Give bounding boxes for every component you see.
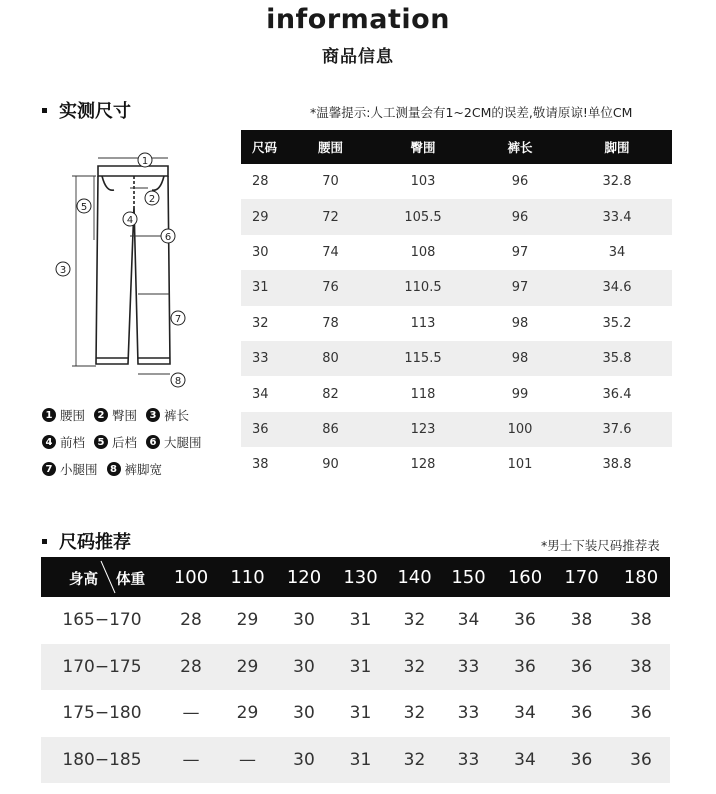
weight-header: 140 xyxy=(397,566,432,588)
table-cell: 101 xyxy=(507,457,533,473)
table-cell: 34 xyxy=(252,386,269,402)
size-cell: 29 xyxy=(236,703,259,724)
size-cell: 30 xyxy=(293,749,315,770)
legend-label: 裤脚宽 xyxy=(124,462,163,477)
column-header: 裤长 xyxy=(507,140,533,155)
size-cell: 31 xyxy=(349,703,372,724)
size-cell: 38 xyxy=(630,610,652,631)
weight-header: 130 xyxy=(343,566,378,588)
measure-heading xyxy=(42,97,131,123)
size-cell: 31 xyxy=(349,749,372,770)
legend-num: 3 xyxy=(146,408,160,422)
marker-7: 7 xyxy=(174,314,182,325)
size-cell: 28 xyxy=(180,656,202,677)
page-subtitle: 商品信息 xyxy=(322,47,394,67)
size-cell: 30 xyxy=(293,703,315,724)
table-cell: 36 xyxy=(252,421,269,437)
table-row xyxy=(241,199,672,234)
marker-1: 1 xyxy=(141,156,149,167)
legend-num: 6 xyxy=(146,435,160,449)
table-cell: 90 xyxy=(322,457,339,473)
size-cell: 29 xyxy=(236,610,259,631)
table-row xyxy=(241,376,672,411)
table-cell: 78 xyxy=(322,315,339,331)
table-cell: 82 xyxy=(322,386,339,402)
height-range: 180−185 xyxy=(62,749,142,770)
table-cell: 100 xyxy=(507,421,533,437)
table-cell: 108 xyxy=(410,244,436,260)
weight-header: 180 xyxy=(623,566,659,588)
table-cell: 96 xyxy=(511,209,529,225)
table-cell: 34 xyxy=(608,244,626,260)
table-cell: 72 xyxy=(322,209,339,225)
legend-label: 小腿围 xyxy=(60,462,98,477)
table-row xyxy=(241,270,672,305)
size-cell: 28 xyxy=(180,610,202,631)
height-range: 170−175 xyxy=(62,656,142,677)
table-row xyxy=(241,164,672,199)
table-cell: 103 xyxy=(410,174,436,190)
column-header: 尺码 xyxy=(252,140,278,155)
recommend-table-header xyxy=(41,557,670,597)
legend-num: 1 xyxy=(42,408,56,422)
size-table xyxy=(241,130,672,483)
size-cell: 36 xyxy=(570,656,593,677)
table-cell: 96 xyxy=(511,174,529,190)
marker-2: 2 xyxy=(148,194,156,205)
size-cell: 31 xyxy=(349,656,372,677)
table-cell: 99 xyxy=(511,386,529,402)
legend-num: 2 xyxy=(94,408,108,422)
size-cell: 38 xyxy=(570,610,593,631)
table-cell: 98 xyxy=(511,315,529,331)
legend-num: 8 xyxy=(107,462,121,476)
size-cell: 36 xyxy=(514,656,536,677)
column-header: 臀围 xyxy=(410,140,436,155)
legend-label: 后档 xyxy=(112,435,138,450)
table-cell: 29 xyxy=(252,209,269,225)
table-row xyxy=(241,341,672,376)
recommend-note: *男士下装尺码推荐表 xyxy=(541,538,660,553)
size-cell: 34 xyxy=(514,749,536,770)
table-cell: 70 xyxy=(322,174,339,190)
table-cell: 123 xyxy=(410,421,436,437)
marker-6: 6 xyxy=(164,232,172,243)
weight-header: 170 xyxy=(564,566,599,588)
table-cell: 98 xyxy=(511,351,529,367)
table-cell: 35.2 xyxy=(602,315,632,331)
legend-num: 5 xyxy=(94,435,108,449)
size-cell: 36 xyxy=(630,703,652,724)
table-cell: 105.5 xyxy=(404,209,442,225)
legend-label: 裤长 xyxy=(164,408,190,423)
corner-weight-label: 体重 xyxy=(116,572,145,588)
marker-4: 4 xyxy=(126,215,134,226)
size-cell: 36 xyxy=(570,703,593,724)
size-cell: 36 xyxy=(570,749,593,770)
table-row xyxy=(241,235,672,270)
size-cell: 29 xyxy=(236,656,259,677)
size-cell: 34 xyxy=(457,610,480,631)
marker-3: 3 xyxy=(59,265,67,276)
table-cell: 97 xyxy=(511,280,529,296)
legend-row-2 xyxy=(42,433,211,451)
size-cell: 33 xyxy=(457,749,480,770)
table-cell: 33 xyxy=(252,351,269,367)
table-cell: 38.8 xyxy=(602,457,632,473)
table-cell: 97 xyxy=(511,244,529,260)
table-cell: 118 xyxy=(410,386,436,402)
table-cell: 35.8 xyxy=(602,351,632,367)
table-cell: 86 xyxy=(322,421,339,437)
recommend-table xyxy=(41,557,670,783)
table-row xyxy=(241,306,672,341)
marker-5: 5 xyxy=(80,202,88,213)
table-cell: 36.4 xyxy=(602,386,632,402)
corner-height-label: 身高 xyxy=(69,572,98,588)
size-cell: 36 xyxy=(630,749,652,770)
table-cell: 28 xyxy=(252,174,269,190)
table-row xyxy=(41,597,670,644)
weight-header: 100 xyxy=(173,566,209,588)
size-cell: 32 xyxy=(403,749,426,770)
size-cell: 33 xyxy=(457,703,480,724)
table-cell: 115.5 xyxy=(404,351,442,367)
size-cell: 32 xyxy=(403,656,426,677)
table-row xyxy=(241,412,672,447)
legend-label: 臀围 xyxy=(112,408,138,423)
table-cell: 37.6 xyxy=(602,421,632,437)
height-range: 175−180 xyxy=(62,703,142,724)
height-range: 165−170 xyxy=(62,610,142,631)
size-cell: — xyxy=(239,749,256,770)
legend-row-1 xyxy=(42,406,198,424)
table-cell: 38 xyxy=(252,457,269,473)
table-cell: 30 xyxy=(252,244,269,260)
pants-diagram xyxy=(50,144,200,394)
table-cell: 31 xyxy=(252,280,269,296)
bullet-icon xyxy=(42,108,47,113)
legend-label: 大腿围 xyxy=(164,435,202,450)
size-cell: 33 xyxy=(457,656,480,677)
size-cell: — xyxy=(182,749,200,770)
table-cell: 74 xyxy=(322,244,339,260)
table-row xyxy=(241,447,672,482)
table-row xyxy=(41,644,670,691)
table-cell: 113 xyxy=(410,315,436,331)
table-row xyxy=(41,737,670,784)
legend-label: 腰围 xyxy=(60,408,86,423)
column-header: 脚围 xyxy=(604,140,630,155)
size-table-header xyxy=(241,130,672,164)
bullet-icon xyxy=(42,539,47,544)
legend-num: 4 xyxy=(42,435,56,449)
table-cell: 32.8 xyxy=(602,174,632,190)
table-cell: 110.5 xyxy=(404,280,442,296)
table-cell: 34.6 xyxy=(602,280,632,296)
recommend-heading xyxy=(42,528,131,554)
size-cell: 30 xyxy=(293,610,315,631)
size-cell: 32 xyxy=(403,610,426,631)
weight-header: 120 xyxy=(286,566,322,588)
corner-header xyxy=(41,557,163,597)
table-row xyxy=(41,690,670,737)
size-cell: 34 xyxy=(514,703,536,724)
recommend-heading-text: 尺码推荐 xyxy=(59,532,131,553)
weight-header: 150 xyxy=(451,566,486,588)
size-cell: 31 xyxy=(349,610,372,631)
weight-header: 110 xyxy=(230,566,265,588)
table-cell: 80 xyxy=(322,351,339,367)
marker-8: 8 xyxy=(174,376,182,387)
size-cell: 30 xyxy=(293,656,315,677)
size-cell: 38 xyxy=(630,656,652,677)
legend-row-3 xyxy=(42,460,171,478)
table-cell: 76 xyxy=(322,280,339,296)
measure-note: *温馨提示:人工测量会有1~2CM的误差,敬请原谅!单位CM xyxy=(310,105,633,120)
size-cell: 36 xyxy=(514,610,536,631)
page-title: information xyxy=(266,4,450,35)
measure-heading-text: 实测尺寸 xyxy=(59,101,131,122)
legend-label: 前档 xyxy=(60,435,86,450)
table-cell: 128 xyxy=(410,457,436,473)
size-cell: — xyxy=(182,703,200,724)
table-cell: 33.4 xyxy=(602,209,632,225)
size-cell: 32 xyxy=(403,703,426,724)
legend-num: 7 xyxy=(42,462,56,476)
weight-header: 160 xyxy=(507,566,543,588)
column-header: 腰围 xyxy=(317,140,343,155)
table-cell: 32 xyxy=(252,315,269,331)
